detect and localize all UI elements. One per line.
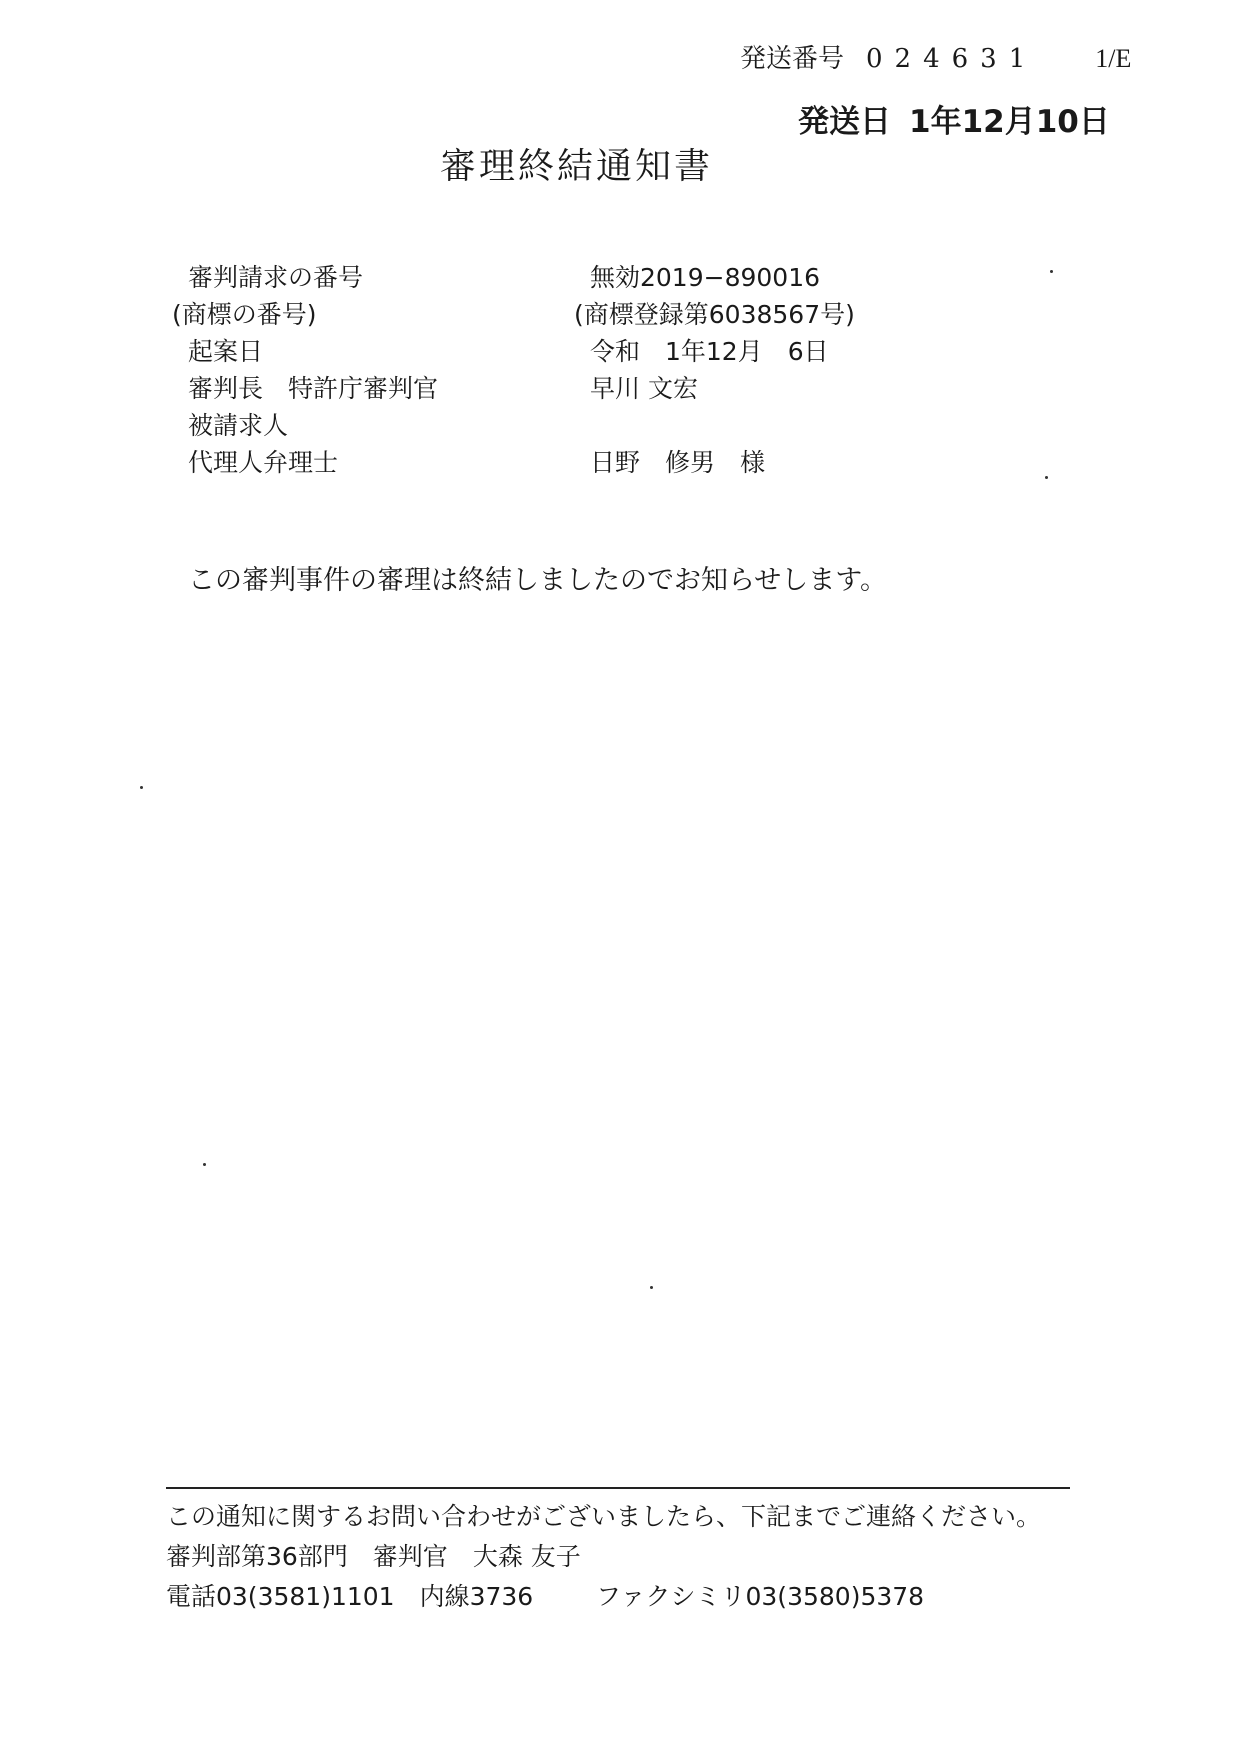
sent-number-label: 発送番号 bbox=[740, 44, 845, 74]
field-value-draft-date: 令和 1年12月 6日 bbox=[590, 337, 829, 366]
sent-date-label: 発送日 bbox=[798, 104, 891, 140]
document-title: 審理終結通知書 bbox=[440, 146, 714, 187]
footer-inquiry: この通知に関するお問い合わせがございましたら、下記までご連絡ください。 bbox=[166, 1502, 1042, 1531]
field-label-chief-examiner: 審判長 特許庁審判官 bbox=[188, 374, 439, 403]
field-value-chief-examiner: 早川 文宏 bbox=[590, 374, 698, 403]
scan-speck bbox=[1045, 476, 1048, 479]
field-value-trademark-number: (商標登録第6038567号) bbox=[574, 300, 855, 329]
scan-speck bbox=[203, 1163, 206, 1166]
footer-divider bbox=[166, 1487, 1070, 1489]
scan-speck bbox=[1050, 270, 1053, 273]
field-label-appeal-number: 審判請求の番号 bbox=[188, 263, 364, 292]
scan-speck bbox=[140, 786, 143, 789]
sent-date-value: 1年12月10日 bbox=[909, 104, 1110, 140]
field-value-appeal-number: 無効2019−890016 bbox=[590, 263, 821, 292]
field-value-attorney: 日野 修男 様 bbox=[590, 448, 766, 477]
sent-date bbox=[798, 96, 1110, 141]
notice-message: この審判事件の審理は終結しましたのでお知らせします。 bbox=[188, 565, 888, 596]
field-label-attorney: 代理人弁理士 bbox=[188, 448, 339, 477]
footer-fax: ファクシミリ03(3580)5378 bbox=[596, 1582, 925, 1611]
page-indicator: 1/E bbox=[1095, 44, 1132, 73]
scan-speck bbox=[650, 1286, 653, 1289]
footer-department: 審判部第36部門 審判官 大森 友子 bbox=[166, 1542, 581, 1571]
field-label-trademark-number: (商標の番号) bbox=[172, 300, 317, 329]
sent-number bbox=[740, 38, 1131, 75]
footer-phone: 電話03(3581)1101 内線3736 bbox=[166, 1582, 534, 1611]
field-label-draft-date: 起案日 bbox=[188, 337, 264, 366]
sent-number-value: 024631 bbox=[866, 44, 1038, 74]
field-label-respondent: 被請求人 bbox=[188, 411, 289, 440]
